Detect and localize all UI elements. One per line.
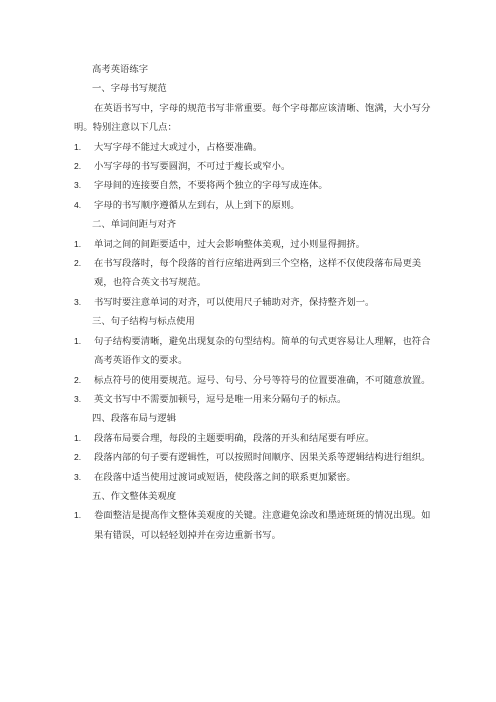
item-number: 3. [74, 180, 82, 191]
item-number: 4. [74, 199, 82, 210]
section-paragraph: 在英语书写中，字母的规范书写非常重要。每个字母都应该清晰、饱满，大小写分明。特别注意以下几点： [74, 102, 431, 134]
list-item [74, 448, 434, 467]
section-heading: 一、字母书写规范 [92, 83, 167, 95]
item-number: 3. [74, 296, 82, 307]
list-item [74, 235, 434, 254]
item-number: 3. [74, 393, 82, 404]
item-text: 标点符号的使用要规范。逗号、句号、分号等符号的位置要准确，不可随意放置。 [94, 374, 431, 386]
item-number: 1. [74, 432, 82, 443]
list-item [74, 293, 434, 312]
item-text: 段落布局要合理，每段的主题要明确，段落的开头和结尾要有呼应。 [94, 432, 375, 444]
list-item [74, 390, 434, 409]
section-heading: 二、单词间距与对齐 [92, 219, 177, 231]
item-number: 2. [74, 258, 82, 269]
item-number: 2. [74, 452, 82, 463]
section-heading: 四、段落布局与逻辑 [92, 413, 177, 425]
item-number: 3. [74, 471, 82, 482]
item-text: 句子结构要清晰，避免出现复杂的句型结构。简单的句式更容易让人理解，也符合高考英语作文的要求。 [94, 335, 431, 367]
item-number: 1. [74, 238, 82, 249]
list-item [74, 157, 434, 176]
item-text: 英文书写中不需要加顿号，逗号是唯一用来分隔句子的标点。 [94, 393, 347, 405]
document-title: 高考英语练字 [92, 64, 149, 75]
item-number: 1. [74, 335, 82, 346]
item-text: 段落内部的句子要有逻辑性，可以按照时间顺序、因果关系等逻辑结构进行组织。 [94, 452, 431, 464]
item-text: 在书写段落时，每个段落的首行应缩进两到三个空格，这样不仅使段落布局更美观，也符合英文书写规范。 [94, 258, 422, 289]
item-number: 1. [74, 510, 82, 521]
list-item [74, 138, 434, 157]
list-item [74, 332, 434, 371]
item-text: 字母间的连接要自然，不要将两个独立的字母写成连体。 [94, 180, 328, 192]
item-text: 字母的书写顺序遵循从左到右，从上到下的原则。 [94, 199, 300, 211]
section-heading: 五、作文整体美观度 [92, 490, 177, 502]
item-text: 单词之间的间距要适中，过大会影响整体美观，过小则显得拥挤。 [94, 238, 366, 250]
list-item [74, 506, 434, 545]
item-text: 在段落中适当使用过渡词或短语，使段落之间的联系更加紧密。 [94, 471, 356, 483]
item-text: 大写字母不能过大或过小，占格要准确。 [94, 141, 263, 153]
section-heading: 三、句子结构与标点使用 [92, 316, 195, 328]
item-text: 小写字母的书写要圆润，不可过于瘦长或窄小。 [94, 161, 291, 173]
document-content [74, 60, 434, 545]
item-text: 卷面整洁是提高作文整体美观度的关键。注意避免涂改和墨迹斑斑的情况出现。如果有错误，可以轻轻划掉并在旁边重新书写。 [94, 510, 431, 541]
item-number: 1. [74, 141, 82, 152]
list-item [74, 429, 434, 448]
item-text: 书写时要注意单词的对齐，可以使用尺子辅助对齐，保持整齐划一。 [94, 296, 375, 308]
list-item [74, 254, 434, 293]
item-number: 2. [74, 161, 82, 172]
list-item [74, 176, 434, 195]
list-item [74, 371, 434, 390]
list-item [74, 196, 434, 215]
list-item [74, 468, 434, 487]
item-number: 2. [74, 374, 82, 385]
